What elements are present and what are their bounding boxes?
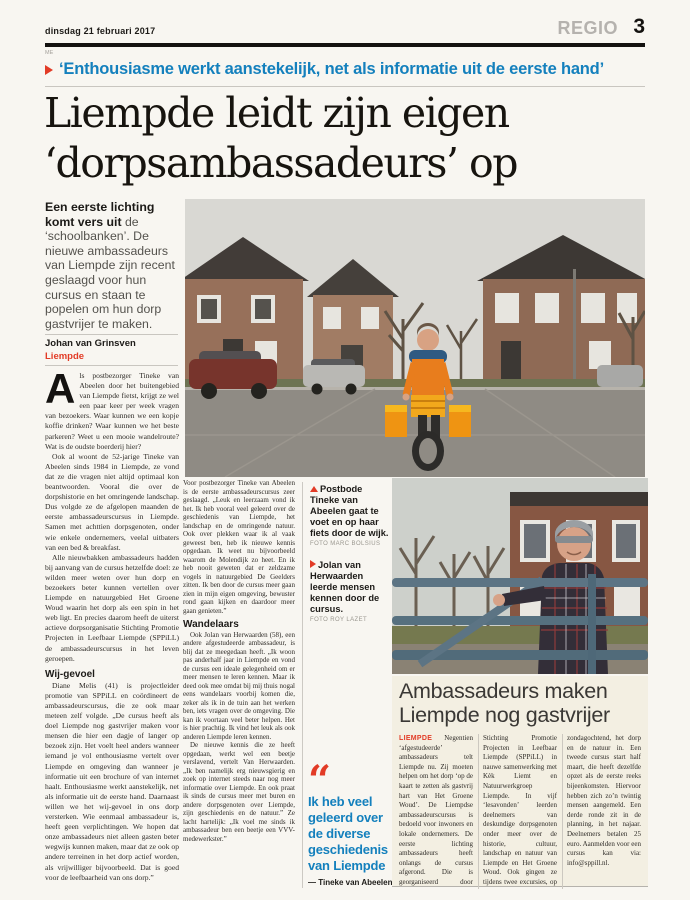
byline-divider-top <box>45 334 178 335</box>
photo1-caption: Postbode Tineke van Abeelen gaat te voet en op haar fiets door de wijk. <box>310 484 389 538</box>
body-paragraph: Voor postbezorger Tineke van Abeelen is de eerste ambassadeurscursus zeer geslaagd. „Leuk en leerzaam vond ik het. Ik heb vooral veel geleerd over de geschiedenis van Liempde, het landschap en de omringende natuur. Ook over plekken waar ik al vaak geweest ben, heb ik nieuwe kennis opgedaan. Ik weet nu bijvoorbeeld waarom de Molendijk zo heet. En ik heb nooit geweten dat er zeldzame vogels in natuurgebied De Geelders zitten. Ik ben door de cursus meer gaan zien in mijn eigen omgeving, bewuster rond gaan kijken en daardoor meer gaan genieten.” <box>183 479 295 615</box>
section-label: REGIO <box>557 18 618 38</box>
street-scene-illustration <box>185 199 645 477</box>
main-headline <box>44 88 644 188</box>
subhead-wandelaars: Wandelaars <box>183 619 239 630</box>
intro-paragraph <box>45 200 176 331</box>
headline-line1: Liempde leidt zijn eigen <box>44 89 509 137</box>
pull-quote <box>308 757 394 887</box>
body-paragraph: De nieuwe kennis die ze heeft opgedaan, werkt wel een beetje verslavend, vertelt Van Herwaarden. „Ik ben namelijk erg nieuwsgierig en zoek op internet steeds naar nog meer informatie over Liempde. En ook praat ik sinds de cursus meer met buren en andere dorpsgenoten over Liempde, zijn geschiedenis en de natuur.” Ze lacht hartelijk: „Ik voel me sinds ik ambassadeur ben een beetje een VVV-medewerkster.” <box>183 741 295 843</box>
triangle-up-icon <box>310 486 318 492</box>
body-paragraph: Ook Jolan van Herwaarden (58), een andere afgestudeerde ambassadeur, is blij dat ze meegedaan heeft. „Ik woon pas anderhalf jaar in Liempde en vond de cursus een ideale gelegenheid om er meer mensen te leren kennen. Maar ik deed ook mee omdat bij mij thuis nogal eens wandelaars voorbij komen die, zeker als ik in de tuin aan het werken ben, iets vragen over de omgeving. Die kan ik voortaan veel beter helpen. Het is hier prachtig. Ik vind het leuk als ook anderen Liempde leren kennen. <box>183 630 295 741</box>
headline-line2: ‘dorpsambassadeurs’ op <box>44 139 517 187</box>
photo1-credit: FOTO MARC BOLSIUS <box>310 541 381 547</box>
triangle-right-icon <box>310 560 316 568</box>
body-paragraph: Diane Melis (41) is projectleider promotie van SPPiLL en coördineert de ambassadeurscursus, die ze ook maar meteen zelf volgde. „De cursus heeft als doel Liempde nog gastvrijer maken voor mensen die hier een dagje of langer op bezoek zijn. Het voelt heel anders wanneer iemand je vol enthousiasme vertelt over Liempde en omgeving dan wanneer je informatie uit een brochure of van internet haalt. Enthousiasme werkt aanstekelijk, net als informatie uit de eerste hand. Daarnaast willen we het wij-gevoel in ons dorp versterken. Wie eenmaal ambassadeur is, heeft geen verplichtingen. We hopen dat onze ambassadeurs niet alleen gasten beter wegwijs kunnen maken, maar dat ze ook op andere terreinen in het dorp actief worden, als vrijwilliger bijvoorbeeld. Dat is goed voor de leefbaarheid van ons dorp.” <box>45 680 179 882</box>
photo-postwoman-cycling <box>185 199 645 477</box>
dropcap: A <box>45 371 76 412</box>
sidebar-headline: Ambassadeurs maken Liempde nog gastvrijer <box>399 679 610 727</box>
sidebar-text: Negentien ‘afgestudeerde’ ambassadeurs telt Liempde nu. Zij moeten helpen om het dorp ‘op de kaart te zetten als gastvrij hart van Het Groene Woud’. De Liempdse ambassadeurscursus is bedoeld voor inwoners en lokale ondernemers. De eerste lichting ambassadeurs heeft onlangs de cursus afgerond. Die is georganiseerd door Stichting Promotie Projecten in Leefbaar Liempde (SPPiLL) in nauwe samenwerking met Kèk Liemt en Natuurwerkgroep Liempde. In vijf ‘lesavonden’ leerden deelnemers van deskundige dorpsgenoten onder meer over de historie, cultuur, landschap en natuur van Liempde en Het Groene Woud. Ook gingen ze tijdens twee excursies, op zondagochtend, het dorp en de natuur in. Een tweede cursus start half maart, die heeft dezelfde opzet als de eerste reeks bijeenkomsten. Hiervoor hebben zich zo’n twintig mensen aangemeld. Een derde ronde zit in de planning, in het najaar. Deelnemers betalen 25 euro. Aanmelden voor een cursus kan via: info@sppill.nl. <box>399 734 641 886</box>
intro-rest: de ‘schoolbanken’. De nieuwe ambassadeurs van Liempde zijn recent geslaagd voor hun cursus en staan te popelen om hun dorp gastvrijer te maken. <box>45 214 175 331</box>
edition-mark: ME <box>45 50 54 56</box>
byline-author: Johan van Grinsven <box>45 338 136 349</box>
quote-banner-text: ‘Enthousiasme werkt aanstekelijk, net als informatie uit de eerste hand’ <box>59 60 604 78</box>
header-date: dinsdag 21 februari 2017 <box>45 26 156 36</box>
byline-divider-bottom <box>45 365 178 366</box>
article-column-1 <box>45 371 179 888</box>
sidebar-location-lead: LIEMPDE <box>399 735 433 742</box>
pull-quote-text: Ik heb veel geleerd over de diverse geschiedenis van Liempde <box>308 794 388 873</box>
masthead-rule <box>45 43 645 47</box>
quote-mark-icon: “ <box>308 757 332 804</box>
article-column-2 <box>183 479 295 888</box>
fence-portrait-illustration <box>392 478 648 674</box>
pull-quote-attribution: — Tineke van Abeelen <box>308 878 393 887</box>
body-paragraph: Ook al woont de 52-jarige Tineke van Abeelen sinds 1984 in Liempde, ze vond dat ze die vragen niet altijd optimaal kon beantwoorden. Vooral die over de dorpshistorie en het omringende landschap. Dus volgde ze de afgelopen maanden de eerste ambassadeurscursus in Liempde. Samen met achttien dorpsgenoten, onder wie enkele ondernemers, veelal uitbaters van een bed & breakfast. <box>45 451 179 552</box>
caption-column <box>310 484 390 623</box>
byline-location: Liempde <box>45 351 85 362</box>
subhead-wij-gevoel: Wij-gevoel <box>45 668 95 680</box>
intro-bold: Een eerste lichting komt vers uit <box>45 200 155 229</box>
body-paragraph: Als postbezorger Tineke van Abeelen door het buitengebied van Liempde fietst, krijgt ze wel een paar keer per week vragen van bezoekers. Waar kunnen we een kopje koffie drinken? Waar kunnen we het beste parkeren? Weet u een mooie wandelroute? Wat is de oudste boerderij hier? <box>45 371 179 451</box>
photo2-credit: FOTO ROY LAZET <box>310 617 368 623</box>
sidebar-article <box>392 676 648 887</box>
column-divider <box>302 482 303 888</box>
body-paragraph: Alle nieuwbakken ambassadeurs hadden bij aanvang van de cursus hetzelfde doel: ze wilden meer weten over hun dorp en bezoekers beter kunnen vertellen over Liempde en natuurgebied Het Groene Woud waarin het dorp als een spin in het web ligt. En precies daarom heeft de uiterst actieve dorpsorganisatie Stichting Promotie Projecten in Leefbaar Liempde (SPPiLL) de ambassadeurscursus in het leven geroepen. <box>45 552 179 663</box>
page-number: 3 <box>633 15 645 38</box>
triangle-right-icon <box>45 65 53 75</box>
photo2-caption: Jolan van Herwaarden leerde mensen kennen door de cursus. <box>310 560 380 614</box>
quote-banner <box>45 60 645 79</box>
photo-woman-at-fence <box>392 478 648 674</box>
sidebar-body <box>399 734 641 889</box>
banner-divider <box>45 86 645 87</box>
